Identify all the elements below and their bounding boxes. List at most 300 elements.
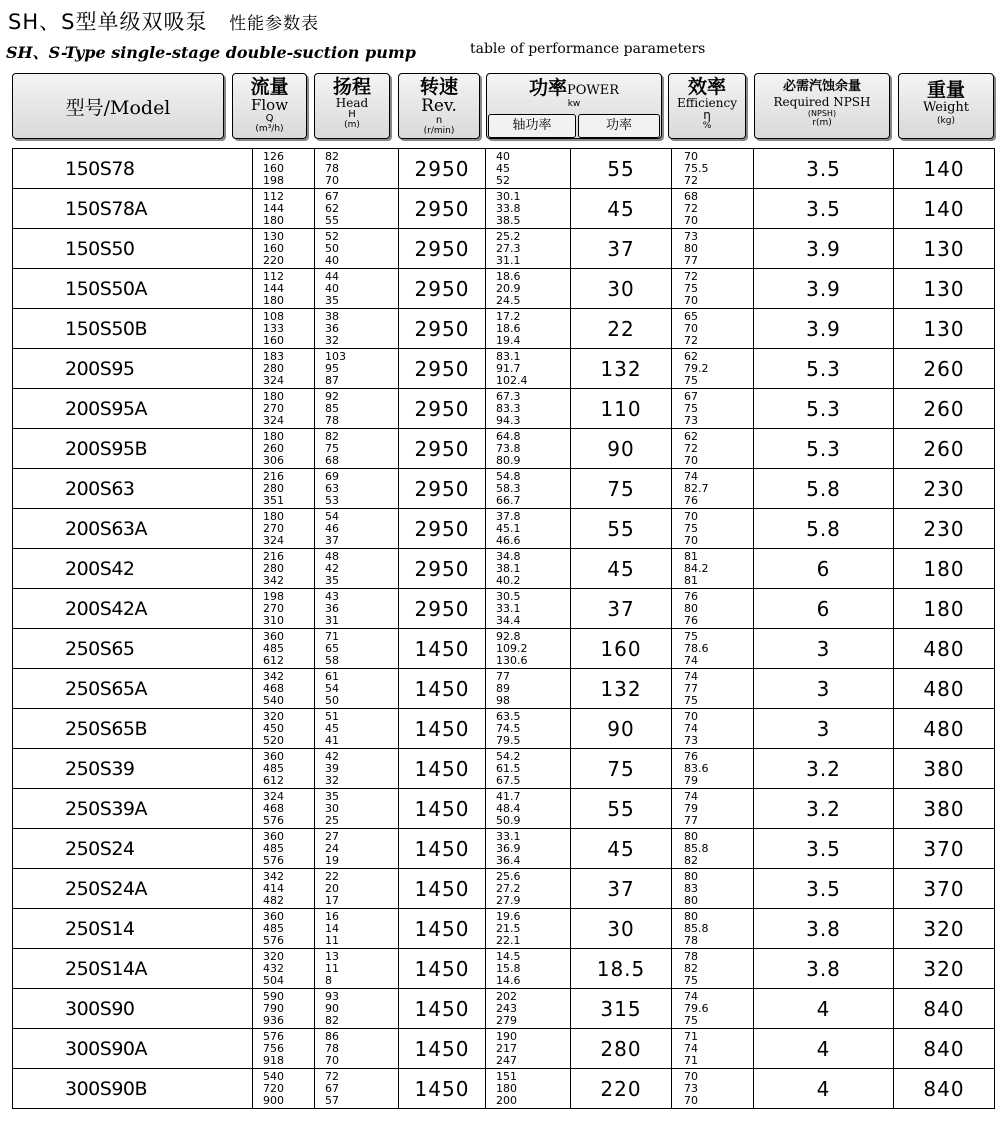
cell-head-value: 50 [325, 693, 339, 707]
cell-head-value: 25 [325, 813, 339, 827]
cell-flow-value: 133 [263, 321, 284, 335]
cell-flow-value: 270 [263, 601, 284, 615]
cell-efficiency-value: 82 [684, 961, 698, 975]
cell-weight: 840 [894, 1029, 995, 1069]
cell-model: 300S90 [13, 989, 253, 1029]
cell-npsh: 4 [754, 989, 894, 1029]
table-row [13, 709, 995, 749]
cell-efficiency-value: 81 [684, 549, 698, 563]
cell-shaft-power-value: 52 [496, 173, 510, 187]
cell-efficiency-value: 81 [684, 573, 698, 587]
cell-flow-value: 576 [263, 853, 284, 867]
cell-efficiency [672, 1069, 754, 1109]
cell-head-value: 42 [325, 561, 339, 575]
cell-npsh: 3 [754, 669, 894, 709]
cell-flow [253, 869, 315, 909]
cell-rev: 2950 [399, 189, 486, 229]
cell-flow-value: 112 [263, 269, 284, 283]
cell-flow-value: 432 [263, 961, 284, 975]
header-flow-cn: 流量 [250, 76, 289, 98]
cell-efficiency [672, 189, 754, 229]
cell-shaft-power-value: 40.2 [496, 573, 521, 587]
cell-npsh: 4 [754, 1069, 894, 1109]
cell-efficiency-value: 77 [684, 681, 698, 695]
performance-table [12, 148, 995, 1109]
cell-shaft-power-value: 89 [496, 681, 510, 695]
cell-shaft-power [486, 709, 571, 749]
cell-head-value: 85 [325, 401, 339, 415]
cell-efficiency-value: 75 [684, 629, 698, 643]
cell-shaft-power [486, 909, 571, 949]
cell-shaft-power-value: 36.9 [496, 841, 521, 855]
table-row [13, 229, 995, 269]
cell-flow [253, 909, 315, 949]
cell-head-value: 16 [325, 909, 339, 923]
cell-weight: 260 [894, 389, 995, 429]
cell-head-value: 32 [325, 773, 339, 787]
cell-head-value: 67 [325, 189, 339, 203]
header-weight-cn: 重量 [926, 79, 965, 101]
cell-flow-value: 160 [263, 333, 284, 347]
cell-efficiency-value: 70 [684, 533, 698, 547]
cell-head [315, 429, 399, 469]
cell-flow-value: 360 [263, 629, 284, 643]
cell-weight: 180 [894, 549, 995, 589]
cell-shaft-power [486, 349, 571, 389]
cell-shaft-power-value: 27.9 [496, 893, 521, 907]
cell-efficiency [672, 669, 754, 709]
cell-model: 250S65 [13, 629, 253, 669]
cell-efficiency [672, 309, 754, 349]
cell-shaft-power [486, 629, 571, 669]
cell-flow [253, 269, 315, 309]
cell-head-value: 43 [325, 589, 339, 603]
cell-efficiency-value: 74 [684, 721, 698, 735]
header-flow-sym: Q [265, 113, 274, 124]
cell-flow-value: 936 [263, 1013, 284, 1027]
table-row [13, 1029, 995, 1069]
cell-npsh: 6 [754, 589, 894, 629]
cell-shaft-power [486, 589, 571, 629]
cell-shaft-power-value: 37.8 [496, 509, 521, 523]
cell-rev: 1450 [399, 629, 486, 669]
cell-shaft-power-value: 64.8 [496, 429, 521, 443]
cell-rev: 1450 [399, 749, 486, 789]
cell-head-value: 95 [325, 361, 339, 375]
table-row [13, 549, 995, 589]
cell-head [315, 949, 399, 989]
cell-efficiency-value: 77 [684, 813, 698, 827]
cell-motor-power: 37 [571, 589, 672, 629]
cell-shaft-power-value: 45.1 [496, 521, 521, 535]
cell-head-value: 90 [325, 1001, 339, 1015]
cell-shaft-power-value: 25.6 [496, 869, 521, 883]
header-eff-unit: % [702, 121, 712, 131]
cell-efficiency [672, 869, 754, 909]
cell-model: 250S14 [13, 909, 253, 949]
cell-head [315, 509, 399, 549]
cell-flow-value: 310 [263, 613, 284, 627]
cell-head [315, 149, 399, 189]
cell-shaft-power-value: 30.5 [496, 589, 521, 603]
table-row [13, 789, 995, 829]
cell-head-value: 78 [325, 1041, 339, 1055]
cell-flow [253, 949, 315, 989]
cell-head-value: 27 [325, 829, 339, 843]
cell-shaft-power-value: 38.1 [496, 561, 521, 575]
cell-flow-value: 220 [263, 253, 284, 267]
cell-flow-value: 482 [263, 893, 284, 907]
cell-shaft-power-value: 22.1 [496, 933, 521, 947]
cell-shaft-power [486, 429, 571, 469]
cell-efficiency-value: 80 [684, 601, 698, 615]
cell-efficiency-value: 70 [684, 1093, 698, 1107]
cell-efficiency [672, 389, 754, 429]
cell-weight: 230 [894, 469, 995, 509]
cell-efficiency [672, 469, 754, 509]
cell-rev: 1450 [399, 829, 486, 869]
cell-flow-value: 216 [263, 549, 284, 563]
cell-efficiency [672, 709, 754, 749]
cell-weight: 380 [894, 789, 995, 829]
cell-weight: 480 [894, 629, 995, 669]
cell-head-value: 13 [325, 949, 339, 963]
cell-shaft-power-value: 14.5 [496, 949, 521, 963]
cell-head-value: 87 [325, 373, 339, 387]
cell-efficiency-value: 70 [684, 149, 698, 163]
cell-model: 150S78 [13, 149, 253, 189]
header-eff-sym: η [703, 108, 711, 122]
cell-flow-value: 342 [263, 573, 284, 587]
cell-efficiency [672, 429, 754, 469]
cell-flow [253, 349, 315, 389]
cell-motor-power: 75 [571, 469, 672, 509]
cell-efficiency-value: 70 [684, 321, 698, 335]
cell-flow [253, 709, 315, 749]
cell-efficiency-value: 78.6 [684, 641, 709, 655]
cell-efficiency-value: 80 [684, 909, 698, 923]
cell-head [315, 1069, 399, 1109]
header-weight-unit: (kg) [937, 116, 955, 126]
cell-head-value: 35 [325, 573, 339, 587]
cell-flow-value: 126 [263, 149, 284, 163]
header-rev-unit: (r/min) [423, 126, 455, 136]
cell-weight: 320 [894, 949, 995, 989]
cell-head [315, 669, 399, 709]
cell-efficiency [672, 949, 754, 989]
cell-shaft-power-value: 48.4 [496, 801, 521, 815]
cell-head-value: 103 [325, 349, 346, 363]
cell-head [315, 469, 399, 509]
cell-motor-power: 132 [571, 669, 672, 709]
cell-head-value: 78 [325, 161, 339, 175]
cell-npsh: 5.8 [754, 509, 894, 549]
cell-model: 200S63A [13, 509, 253, 549]
cell-weight: 140 [894, 189, 995, 229]
cell-model: 200S42 [13, 549, 253, 589]
cell-weight: 130 [894, 269, 995, 309]
cell-efficiency-value: 79.6 [684, 1001, 709, 1015]
table-row [13, 149, 995, 189]
cell-rev: 1450 [399, 789, 486, 829]
cell-weight: 230 [894, 509, 995, 549]
cell-flow-value: 576 [263, 933, 284, 947]
cell-head [315, 589, 399, 629]
cell-head-value: 8 [325, 973, 332, 987]
cell-shaft-power [486, 549, 571, 589]
cell-shaft-power [486, 989, 571, 1029]
cell-flow-value: 900 [263, 1093, 284, 1107]
cell-motor-power: 30 [571, 269, 672, 309]
cell-efficiency-value: 85.8 [684, 921, 709, 935]
cell-npsh: 4 [754, 1029, 894, 1069]
cell-head [315, 629, 399, 669]
table-row [13, 349, 995, 389]
cell-shaft-power-value: 27.3 [496, 241, 521, 255]
page-title [8, 6, 319, 36]
cell-npsh: 5.3 [754, 349, 894, 389]
cell-model: 150S50A [13, 269, 253, 309]
cell-flow-value: 360 [263, 909, 284, 923]
cell-flow-value: 590 [263, 989, 284, 1003]
cell-efficiency-value: 71 [684, 1053, 698, 1067]
table-row [13, 989, 995, 1029]
cell-head-value: 44 [325, 269, 339, 283]
header-flow-unit: (m³/h) [255, 124, 284, 134]
cell-efficiency-value: 76 [684, 493, 698, 507]
cell-flow-value: 160 [263, 161, 284, 175]
cell-shaft-power-value: 14.6 [496, 973, 521, 987]
cell-efficiency-value: 85.8 [684, 841, 709, 855]
cell-flow-value: 485 [263, 761, 284, 775]
cell-weight: 140 [894, 149, 995, 189]
header-head-unit: (m) [344, 120, 360, 130]
cell-head-value: 93 [325, 989, 339, 1003]
cell-motor-power: 37 [571, 869, 672, 909]
cell-rev: 2950 [399, 589, 486, 629]
cell-efficiency-value: 83.6 [684, 761, 709, 775]
cell-efficiency-value: 72 [684, 201, 698, 215]
cell-efficiency-value: 67 [684, 389, 698, 403]
cell-motor-power: 110 [571, 389, 672, 429]
cell-shaft-power [486, 789, 571, 829]
cell-motor-power: 55 [571, 789, 672, 829]
cell-head-value: 63 [325, 481, 339, 495]
cell-weight: 370 [894, 829, 995, 869]
cell-head-value: 55 [325, 213, 339, 227]
cell-model: 150S78A [13, 189, 253, 229]
cell-efficiency-value: 76 [684, 589, 698, 603]
cell-shaft-power-value: 19.6 [496, 909, 521, 923]
cell-shaft-power-value: 77 [496, 669, 510, 683]
cell-head-value: 45 [325, 721, 339, 735]
cell-shaft-power [486, 389, 571, 429]
cell-efficiency-value: 70 [684, 709, 698, 723]
cell-weight: 380 [894, 749, 995, 789]
cell-efficiency [672, 229, 754, 269]
header-power-title [487, 78, 661, 99]
cell-flow-value: 180 [263, 429, 284, 443]
cell-head-value: 57 [325, 1093, 339, 1107]
cell-weight: 260 [894, 349, 995, 389]
cell-flow [253, 429, 315, 469]
cell-head-value: 42 [325, 749, 339, 763]
cell-flow [253, 549, 315, 589]
header-head-en: Head [335, 96, 369, 110]
cell-shaft-power-value: 279 [496, 1013, 517, 1027]
cell-shaft-power-value: 67.5 [496, 773, 521, 787]
cell-head-value: 48 [325, 549, 339, 563]
cell-rev: 2950 [399, 269, 486, 309]
cell-efficiency-value: 74 [684, 789, 698, 803]
cell-shaft-power-value: 33.1 [496, 829, 521, 843]
cell-model: 200S42A [13, 589, 253, 629]
cell-rev: 2950 [399, 509, 486, 549]
cell-efficiency-value: 70 [684, 453, 698, 467]
cell-efficiency-value: 70 [684, 1069, 698, 1083]
table-row [13, 829, 995, 869]
cell-efficiency-value: 70 [684, 293, 698, 307]
cell-shaft-power-value: 27.2 [496, 881, 521, 895]
cell-flow-value: 612 [263, 653, 284, 667]
table-row [13, 429, 995, 469]
cell-flow-value: 540 [263, 1069, 284, 1083]
cell-shaft-power-value: 31.1 [496, 253, 521, 267]
cell-shaft-power-value: 94.3 [496, 413, 521, 427]
cell-flow-value: 918 [263, 1053, 284, 1067]
table-row [13, 749, 995, 789]
cell-flow-value: 216 [263, 469, 284, 483]
header-eff-cn: 效率 [687, 76, 726, 98]
cell-flow [253, 229, 315, 269]
cell-head-value: 31 [325, 613, 339, 627]
cell-model: 200S95 [13, 349, 253, 389]
cell-shaft-power-value: 151 [496, 1069, 517, 1083]
cell-head-value: 65 [325, 641, 339, 655]
cell-npsh: 5.3 [754, 429, 894, 469]
cell-flow-value: 180 [263, 509, 284, 523]
cell-head-value: 69 [325, 469, 339, 483]
cell-head [315, 989, 399, 1029]
cell-efficiency-value: 80 [684, 829, 698, 843]
cell-efficiency [672, 349, 754, 389]
cell-npsh: 3.9 [754, 229, 894, 269]
cell-head-value: 20 [325, 881, 339, 895]
cell-shaft-power [486, 309, 571, 349]
title-cn-main: SH、S型单级双吸泵 [8, 10, 208, 34]
cell-motor-power: 45 [571, 549, 672, 589]
cell-weight: 320 [894, 909, 995, 949]
cell-flow [253, 669, 315, 709]
cell-head-value: 46 [325, 521, 339, 535]
cell-rev: 1450 [399, 989, 486, 1029]
cell-shaft-power-value: 83.3 [496, 401, 521, 415]
table-row [13, 909, 995, 949]
cell-shaft-power-value: 200 [496, 1093, 517, 1107]
cell-motor-power: 315 [571, 989, 672, 1029]
header-flow [232, 73, 307, 139]
cell-flow-value: 183 [263, 349, 284, 363]
cell-model: 250S14A [13, 949, 253, 989]
cell-efficiency-value: 73 [684, 733, 698, 747]
cell-flow [253, 189, 315, 229]
cell-efficiency-value: 74 [684, 989, 698, 1003]
cell-shaft-power [486, 469, 571, 509]
table-row [13, 949, 995, 989]
cell-npsh: 3.8 [754, 909, 894, 949]
header-flow-en: Flow [250, 96, 289, 114]
cell-head-value: 53 [325, 493, 339, 507]
cell-head-value: 71 [325, 629, 339, 643]
cell-flow-value: 270 [263, 521, 284, 535]
header-head-cn: 扬程 [332, 76, 371, 98]
cell-model: 250S24A [13, 869, 253, 909]
header-motor-power: 功率 [578, 114, 660, 138]
cell-head [315, 709, 399, 749]
cell-shaft-power-value: 98 [496, 693, 510, 707]
cell-npsh: 3 [754, 629, 894, 669]
cell-shaft-power-value: 41.7 [496, 789, 521, 803]
cell-model: 200S63 [13, 469, 253, 509]
cell-head-value: 78 [325, 413, 339, 427]
cell-flow [253, 1069, 315, 1109]
title-en-sub: table of performance parameters [470, 41, 706, 57]
cell-shaft-power-value: 61.5 [496, 761, 521, 775]
cell-flow [253, 629, 315, 669]
cell-model: 250S65B [13, 709, 253, 749]
cell-flow-value: 306 [263, 453, 284, 467]
title-cn-sub: 性能参数表 [229, 14, 320, 34]
cell-weight: 840 [894, 989, 995, 1029]
cell-flow-value: 756 [263, 1041, 284, 1055]
cell-flow-value: 576 [263, 1029, 284, 1043]
cell-head [315, 869, 399, 909]
cell-npsh: 6 [754, 549, 894, 589]
cell-head-value: 75 [325, 441, 339, 455]
table-row [13, 269, 995, 309]
cell-shaft-power-value: 18.6 [496, 269, 521, 283]
cell-efficiency-value: 74 [684, 669, 698, 683]
cell-head-value: 41 [325, 733, 339, 747]
cell-flow [253, 1029, 315, 1069]
cell-flow [253, 469, 315, 509]
cell-head-value: 51 [325, 709, 339, 723]
cell-efficiency-value: 76 [684, 749, 698, 763]
cell-efficiency [672, 829, 754, 869]
cell-rev: 1450 [399, 869, 486, 909]
cell-efficiency [672, 1029, 754, 1069]
cell-flow [253, 749, 315, 789]
cell-motor-power: 45 [571, 189, 672, 229]
cell-weight: 480 [894, 669, 995, 709]
cell-head-value: 22 [325, 869, 339, 883]
table-body [13, 149, 995, 1109]
cell-efficiency-value: 70 [684, 213, 698, 227]
cell-head-value: 11 [325, 961, 339, 975]
header-npsh-unit: r(m) [812, 118, 832, 128]
cell-efficiency [672, 509, 754, 549]
cell-shaft-power-value: 80.9 [496, 453, 521, 467]
cell-head-value: 50 [325, 241, 339, 255]
cell-model: 150S50 [13, 229, 253, 269]
header-npsh-cn: 必需汽蚀余量 [782, 79, 861, 94]
cell-efficiency [672, 269, 754, 309]
cell-shaft-power-value: 40 [496, 149, 510, 163]
header-power-cn: 功率 [528, 77, 567, 99]
cell-efficiency-value: 82.7 [684, 481, 709, 495]
cell-motor-power: 55 [571, 509, 672, 549]
cell-motor-power: 22 [571, 309, 672, 349]
